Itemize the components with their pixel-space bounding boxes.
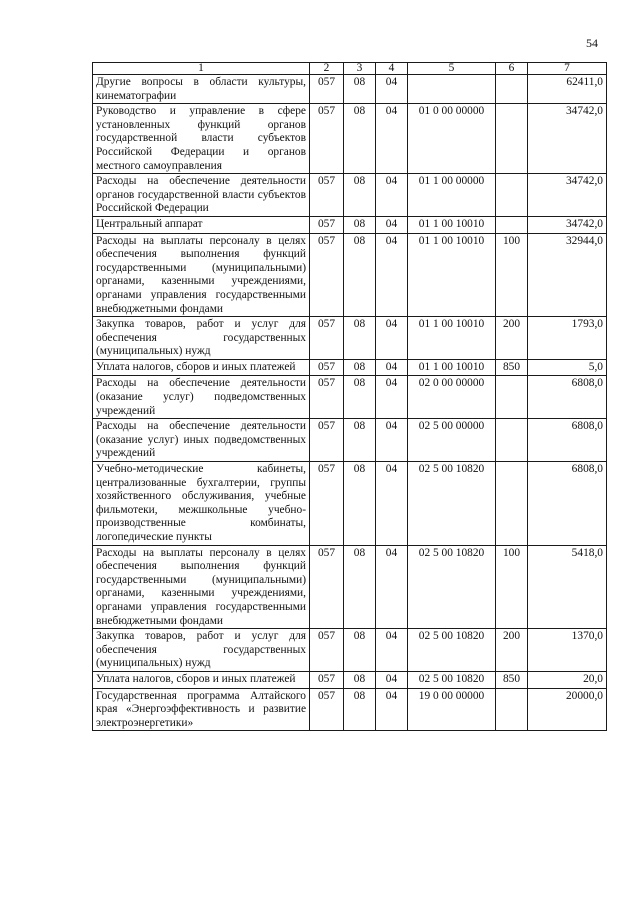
- row-expense-type-cell: [496, 75, 528, 104]
- row-name-cell: Расходы на обеспечение деятельности органов государственной власти субъектов Российской Федерации: [93, 174, 310, 217]
- row-expense-type-cell: [496, 104, 528, 174]
- row-subsection-cell: 04: [376, 419, 408, 462]
- row-name-cell: Руководство и управление в сфере установленных функций органов государственной власти субъектов Российской Федерации и органов местного самоуправления: [93, 104, 310, 174]
- row-section-cell: 08: [344, 545, 376, 629]
- table-row: [93, 233, 607, 317]
- row-grbs-cell: 057: [310, 419, 344, 462]
- row-grbs-cell: 057: [310, 233, 344, 317]
- row-section-cell: 08: [344, 629, 376, 672]
- row-expense-type-cell: [496, 419, 528, 462]
- row-grbs-cell: 057: [310, 174, 344, 217]
- row-section-cell: 08: [344, 671, 376, 688]
- row-grbs-cell: 057: [310, 671, 344, 688]
- row-target-article-cell: 01 1 00 10010: [408, 233, 496, 317]
- row-target-article-cell: 01 1 00 00000: [408, 174, 496, 217]
- row-subsection-cell: 04: [376, 216, 408, 233]
- table-row: [93, 629, 607, 672]
- row-expense-type-cell: [496, 688, 528, 731]
- row-expense-type-cell: 100: [496, 233, 528, 317]
- row-expense-type-cell: [496, 174, 528, 217]
- table-row: [93, 419, 607, 462]
- row-section-cell: 08: [344, 419, 376, 462]
- row-section-cell: 08: [344, 376, 376, 419]
- row-section-cell: 08: [344, 359, 376, 376]
- row-subsection-cell: 04: [376, 104, 408, 174]
- row-subsection-cell: 04: [376, 688, 408, 731]
- table-row: [93, 462, 607, 546]
- header-col-1: 1: [93, 63, 310, 75]
- row-amount-cell: 62411,0: [528, 75, 607, 104]
- row-target-article-cell: 02 5 00 00000: [408, 419, 496, 462]
- row-grbs-cell: 057: [310, 317, 344, 360]
- row-section-cell: 08: [344, 688, 376, 731]
- table-row: [93, 376, 607, 419]
- row-name-cell: Расходы на выплаты персоналу в целях обеспечения выполнения функций государственными (муниципальными) органами, казенными учреждениями, органами управления государственными внебюджетными фондами: [93, 233, 310, 317]
- row-name-cell: Уплата налогов, сборов и иных платежей: [93, 671, 310, 688]
- table-row: [93, 688, 607, 731]
- row-name-cell: Расходы на обеспечение деятельности (оказание услуг) иных подведомственных учреждений: [93, 419, 310, 462]
- row-subsection-cell: 04: [376, 233, 408, 317]
- row-name-cell: Закупка товаров, работ и услуг для обеспечения государственных (муниципальных) нужд: [93, 317, 310, 360]
- table-row: [93, 545, 607, 629]
- table-row: [93, 104, 607, 174]
- row-amount-cell: 1370,0: [528, 629, 607, 672]
- row-name-cell: Расходы на обеспечение деятельности (оказание услуг) подведомственных учреждений: [93, 376, 310, 419]
- table-row: [93, 216, 607, 233]
- header-col-7: 7: [528, 63, 607, 75]
- row-target-article-cell: 01 0 00 00000: [408, 104, 496, 174]
- row-subsection-cell: 04: [376, 629, 408, 672]
- row-target-article-cell: 01 1 00 10010: [408, 359, 496, 376]
- row-name-cell: Уплата налогов, сборов и иных платежей: [93, 359, 310, 376]
- header-col-4: 4: [376, 63, 408, 75]
- table-row: [93, 317, 607, 360]
- row-target-article-cell: 02 0 00 00000: [408, 376, 496, 419]
- row-subsection-cell: 04: [376, 376, 408, 419]
- row-name-cell: Закупка товаров, работ и услуг для обеспечения государственных (муниципальных) нужд: [93, 629, 310, 672]
- table-row: [93, 75, 607, 104]
- row-name-cell: Центральный аппарат: [93, 216, 310, 233]
- row-name-cell: Учебно-методические кабинеты, централизованные бухгалтерии, группы хозяйственного обслуживания, учебные фильмотеки, межшкольные учебно-производственные комбинаты, логопедические пункты: [93, 462, 310, 546]
- page-number: 54: [586, 36, 598, 50]
- row-expense-type-cell: [496, 376, 528, 419]
- row-expense-type-cell: 200: [496, 317, 528, 360]
- row-subsection-cell: 04: [376, 75, 408, 104]
- row-target-article-cell: 02 5 00 10820: [408, 462, 496, 546]
- row-section-cell: 08: [344, 104, 376, 174]
- row-expense-type-cell: 100: [496, 545, 528, 629]
- row-subsection-cell: 04: [376, 317, 408, 360]
- header-row: [93, 63, 607, 75]
- row-amount-cell: 6808,0: [528, 376, 607, 419]
- row-section-cell: 08: [344, 462, 376, 546]
- row-target-article-cell: 02 5 00 10820: [408, 629, 496, 672]
- row-grbs-cell: 057: [310, 359, 344, 376]
- row-grbs-cell: 057: [310, 75, 344, 104]
- table-row: [93, 174, 607, 217]
- row-grbs-cell: 057: [310, 545, 344, 629]
- row-grbs-cell: 057: [310, 216, 344, 233]
- row-amount-cell: 6808,0: [528, 462, 607, 546]
- table-row: [93, 359, 607, 376]
- row-amount-cell: 20,0: [528, 671, 607, 688]
- row-grbs-cell: 057: [310, 376, 344, 419]
- row-amount-cell: 6808,0: [528, 419, 607, 462]
- row-grbs-cell: 057: [310, 688, 344, 731]
- row-section-cell: 08: [344, 216, 376, 233]
- row-target-article-cell: 02 5 00 10820: [408, 545, 496, 629]
- row-name-cell: Государственная программа Алтайского края «Энергоэффективность и развитие электроэнергетики»: [93, 688, 310, 731]
- row-expense-type-cell: 200: [496, 629, 528, 672]
- row-grbs-cell: 057: [310, 104, 344, 174]
- row-section-cell: 08: [344, 174, 376, 217]
- row-grbs-cell: 057: [310, 629, 344, 672]
- row-target-article-cell: 02 5 00 10820: [408, 671, 496, 688]
- row-section-cell: 08: [344, 75, 376, 104]
- row-amount-cell: 1793,0: [528, 317, 607, 360]
- header-col-3: 3: [344, 63, 376, 75]
- row-amount-cell: 32944,0: [528, 233, 607, 317]
- row-name-cell: Другие вопросы в области культуры, кинематографии: [93, 75, 310, 104]
- row-amount-cell: 34742,0: [528, 174, 607, 217]
- row-subsection-cell: 04: [376, 545, 408, 629]
- budget-table: [92, 62, 607, 731]
- row-section-cell: 08: [344, 233, 376, 317]
- row-amount-cell: 5418,0: [528, 545, 607, 629]
- row-name-cell: Расходы на выплаты персоналу в целях обеспечения выполнения функций государственными (муниципальными) органами, казенными учреждениями, органами управления государственными внебюджетными фондами: [93, 545, 310, 629]
- row-subsection-cell: 04: [376, 462, 408, 546]
- row-expense-type-cell: 850: [496, 671, 528, 688]
- row-amount-cell: 20000,0: [528, 688, 607, 731]
- row-target-article-cell: [408, 75, 496, 104]
- header-col-2: 2: [310, 63, 344, 75]
- header-col-6: 6: [496, 63, 528, 75]
- row-subsection-cell: 04: [376, 174, 408, 217]
- row-section-cell: 08: [344, 317, 376, 360]
- row-amount-cell: 5,0: [528, 359, 607, 376]
- header-col-5: 5: [408, 63, 496, 75]
- table-row: [93, 671, 607, 688]
- row-target-article-cell: 19 0 00 00000: [408, 688, 496, 731]
- row-subsection-cell: 04: [376, 671, 408, 688]
- row-expense-type-cell: 850: [496, 359, 528, 376]
- row-target-article-cell: 01 1 00 10010: [408, 216, 496, 233]
- row-subsection-cell: 04: [376, 359, 408, 376]
- row-grbs-cell: 057: [310, 462, 344, 546]
- row-amount-cell: 34742,0: [528, 216, 607, 233]
- row-expense-type-cell: [496, 216, 528, 233]
- row-target-article-cell: 01 1 00 10010: [408, 317, 496, 360]
- row-expense-type-cell: [496, 462, 528, 546]
- row-amount-cell: 34742,0: [528, 104, 607, 174]
